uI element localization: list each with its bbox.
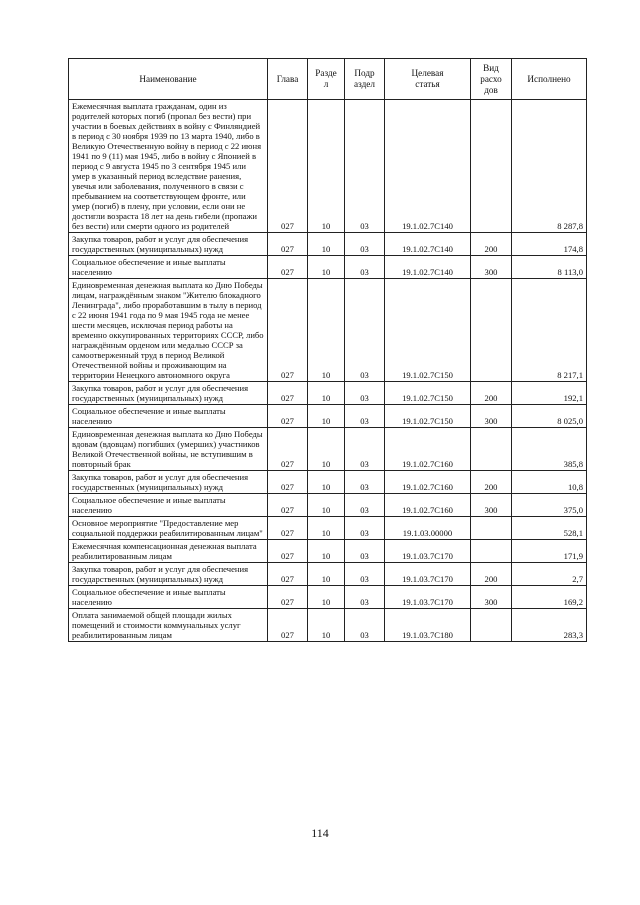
cell-section: 10	[308, 517, 345, 540]
cell-name: Единовременная денежная выплата ко Дню Победы лицам, награждённым знаком "Жителю блокадного Ленинграда", либо проработавшим в тылу в период с 22 июня 1941 года по 9 мая 1945 года не менее шести месяцев, исключая период работы на временно оккупированных территориях СССР, либо награждённым орденом или медалью СССР за самоотверженный труд в период Великой Отечественной войны и проживающим на территории Ненецкого автономного округа	[69, 279, 268, 382]
cell-target: 19.1.02.7C140	[385, 256, 471, 279]
table-body	[69, 100, 587, 642]
cell-chapter: 027	[268, 382, 308, 405]
cell-chapter: 027	[268, 471, 308, 494]
table-row	[69, 494, 587, 517]
cell-name: Социальное обеспечение и иные выплаты населению	[69, 256, 268, 279]
cell-executed: 8 025,0	[512, 405, 587, 428]
table-row	[69, 540, 587, 563]
cell-name: Закупка товаров, работ и услуг для обеспечения государственных (муниципальных) нужд	[69, 563, 268, 586]
cell-section: 10	[308, 471, 345, 494]
cell-subsection: 03	[345, 405, 385, 428]
cell-section: 10	[308, 540, 345, 563]
table-row	[69, 382, 587, 405]
cell-name: Социальное обеспечение и иные выплаты населению	[69, 405, 268, 428]
cell-subsection: 03	[345, 100, 385, 233]
cell-section: 10	[308, 256, 345, 279]
cell-section: 10	[308, 100, 345, 233]
cell-executed: 528,1	[512, 517, 587, 540]
cell-name: Оплата занимаемой общей площади жилых помещений и стоимости коммунальных услуг реабилитированным лицам	[69, 609, 268, 642]
cell-executed: 283,3	[512, 609, 587, 642]
cell-chapter: 027	[268, 586, 308, 609]
cell-subsection: 03	[345, 586, 385, 609]
cell-section: 10	[308, 233, 345, 256]
cell-section: 10	[308, 563, 345, 586]
cell-executed: 169,2	[512, 586, 587, 609]
cell-subsection: 03	[345, 233, 385, 256]
cell-chapter: 027	[268, 494, 308, 517]
table-row	[69, 609, 587, 642]
cell-name: Закупка товаров, работ и услуг для обеспечения государственных (муниципальных) нужд	[69, 233, 268, 256]
cell-executed: 192,1	[512, 382, 587, 405]
header-section: Разде л	[308, 59, 345, 100]
cell-expense-type	[471, 100, 512, 233]
table-row	[69, 279, 587, 382]
cell-executed: 2,7	[512, 563, 587, 586]
cell-section: 10	[308, 609, 345, 642]
cell-expense-type: 200	[471, 563, 512, 586]
cell-chapter: 027	[268, 256, 308, 279]
cell-subsection: 03	[345, 494, 385, 517]
cell-target: 19.1.03.00000	[385, 517, 471, 540]
cell-chapter: 027	[268, 540, 308, 563]
cell-section: 10	[308, 428, 345, 471]
cell-subsection: 03	[345, 428, 385, 471]
cell-expense-type: 300	[471, 256, 512, 279]
cell-name: Социальное обеспечение и иные выплаты населению	[69, 586, 268, 609]
cell-executed: 8 287,8	[512, 100, 587, 233]
cell-section: 10	[308, 405, 345, 428]
cell-expense-type: 200	[471, 382, 512, 405]
cell-expense-type	[471, 279, 512, 382]
cell-name: Ежемесячная компенсационная денежная выплата реабилитированным лицам	[69, 540, 268, 563]
header-target: Целевая статья	[385, 59, 471, 100]
cell-subsection: 03	[345, 279, 385, 382]
cell-subsection: 03	[345, 517, 385, 540]
cell-executed: 10,8	[512, 471, 587, 494]
cell-name: Основное мероприятие "Предоставление мер социальной поддержки реабилитированным лицам"	[69, 517, 268, 540]
cell-executed: 8 113,0	[512, 256, 587, 279]
cell-chapter: 027	[268, 100, 308, 233]
cell-executed: 174,8	[512, 233, 587, 256]
cell-expense-type: 200	[471, 233, 512, 256]
cell-chapter: 027	[268, 428, 308, 471]
cell-subsection: 03	[345, 471, 385, 494]
cell-expense-type	[471, 428, 512, 471]
cell-subsection: 03	[345, 256, 385, 279]
table-row	[69, 405, 587, 428]
cell-chapter: 027	[268, 609, 308, 642]
header-name: Наименование	[69, 59, 268, 100]
cell-target: 19.1.03.7C170	[385, 586, 471, 609]
cell-target: 19.1.02.7C140	[385, 233, 471, 256]
cell-section: 10	[308, 382, 345, 405]
cell-target: 19.1.03.7C180	[385, 609, 471, 642]
cell-executed: 8 217,1	[512, 279, 587, 382]
table-header-row	[69, 59, 587, 100]
table-row	[69, 517, 587, 540]
table-row	[69, 233, 587, 256]
header-expense-type: Вид расхо дов	[471, 59, 512, 100]
cell-chapter: 027	[268, 279, 308, 382]
cell-executed: 385,8	[512, 428, 587, 471]
cell-target: 19.1.02.7C150	[385, 382, 471, 405]
cell-name: Закупка товаров, работ и услуг для обеспечения государственных (муниципальных) нужд	[69, 382, 268, 405]
cell-section: 10	[308, 586, 345, 609]
table-row	[69, 471, 587, 494]
cell-target: 19.1.02.7C150	[385, 279, 471, 382]
header-subsection: Подр аздел	[345, 59, 385, 100]
table-row	[69, 256, 587, 279]
header-chapter: Глава	[268, 59, 308, 100]
cell-target: 19.1.02.7C160	[385, 471, 471, 494]
budget-table	[68, 58, 587, 642]
cell-target: 19.1.02.7C150	[385, 405, 471, 428]
cell-target: 19.1.02.7C140	[385, 100, 471, 233]
cell-chapter: 027	[268, 517, 308, 540]
cell-expense-type: 200	[471, 471, 512, 494]
header-executed: Исполнено	[512, 59, 587, 100]
table-row	[69, 100, 587, 233]
cell-subsection: 03	[345, 609, 385, 642]
cell-subsection: 03	[345, 382, 385, 405]
cell-executed: 171,9	[512, 540, 587, 563]
cell-expense-type	[471, 517, 512, 540]
cell-name: Закупка товаров, работ и услуг для обеспечения государственных (муниципальных) нужд	[69, 471, 268, 494]
cell-target: 19.1.02.7C160	[385, 428, 471, 471]
table-row	[69, 586, 587, 609]
cell-expense-type: 300	[471, 586, 512, 609]
cell-chapter: 027	[268, 563, 308, 586]
cell-target: 19.1.02.7C160	[385, 494, 471, 517]
cell-expense-type: 300	[471, 494, 512, 517]
page-number: 114	[311, 826, 329, 840]
cell-expense-type	[471, 540, 512, 563]
cell-target: 19.1.03.7C170	[385, 563, 471, 586]
cell-executed: 375,0	[512, 494, 587, 517]
cell-name: Ежемесячная выплата гражданам, один из родителей которых погиб (пропал без вести) при участии в боевых действиях в войну с Финляндией в период с 30 ноября 1939 по 13 марта 1940, либо в Великую Отечественную войну в период с 22 июня 1941 по 9 (11) мая 1945, либо в войну с Японией в период с 9 августа 1945 по 3 сентября 1945 или умер в указанный период вследствие ранения, увечья или заболевания, полученного в связи с пребыванием на соответствующем фронте, или умер (погиб) в плену, при условии, если они не достигли возраста 18 лет на день гибели (пропажи без вести) или смерти одного из родителей	[69, 100, 268, 233]
cell-name: Единовременная денежная выплата ко Дню Победы вдовам (вдовцам) погибших (умерших) участников Великой Отечественной войны, не вступившим в повторный брак	[69, 428, 268, 471]
cell-section: 10	[308, 279, 345, 382]
table-row	[69, 428, 587, 471]
cell-target: 19.1.03.7C170	[385, 540, 471, 563]
cell-chapter: 027	[268, 405, 308, 428]
cell-subsection: 03	[345, 540, 385, 563]
cell-subsection: 03	[345, 563, 385, 586]
cell-chapter: 027	[268, 233, 308, 256]
cell-name: Социальное обеспечение и иные выплаты населению	[69, 494, 268, 517]
cell-expense-type: 300	[471, 405, 512, 428]
cell-expense-type	[471, 609, 512, 642]
table-row	[69, 563, 587, 586]
cell-section: 10	[308, 494, 345, 517]
